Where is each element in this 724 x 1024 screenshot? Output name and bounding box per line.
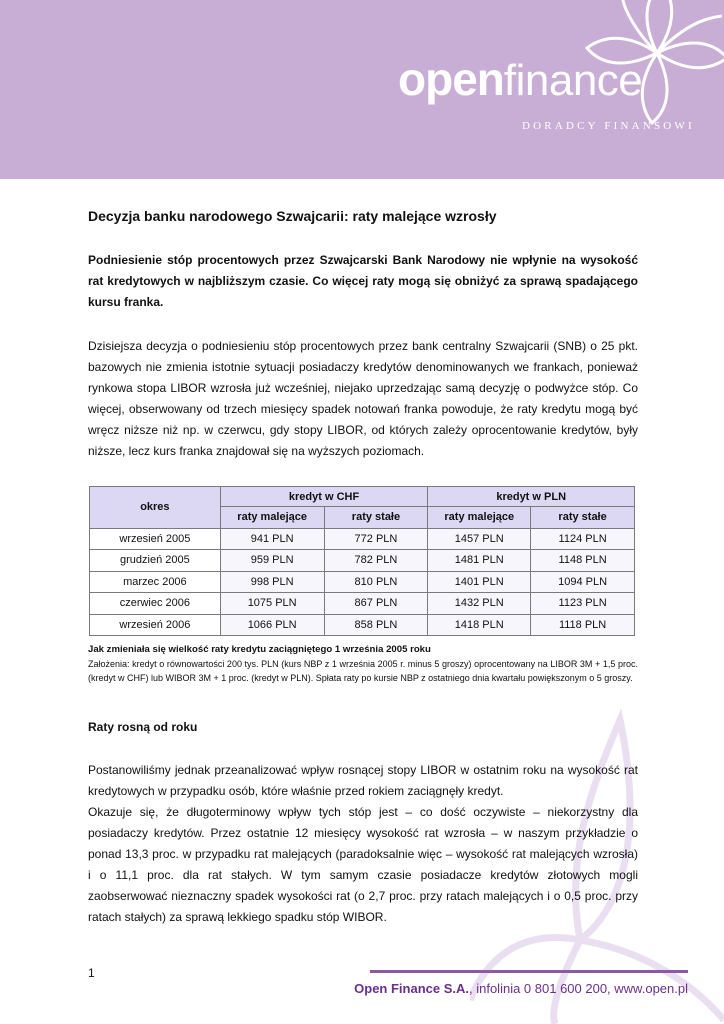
table-row [90,550,635,572]
period-cell: wrzesień 2005 [90,528,221,550]
chf-fixed-cell: 858 PLN [324,614,428,636]
chf-fixed-cell: 810 PLN [324,571,428,593]
page-title: Decyzja banku narodowego Szwajcarii: raty malejące wzrosły [88,208,497,224]
brand-tagline: DORADCY FINANSOWI [522,120,695,132]
group-header-chf: kredyt w CHF [220,487,428,507]
section-heading: Raty rosną od roku [88,720,198,734]
pln-fixed-cell: 1123 PLN [531,593,635,615]
rates-table [89,486,635,636]
table-row [90,528,635,550]
chf-decreasing-cell: 998 PLN [220,571,324,593]
table-assumptions: Założenia: kredyt o równowartości 200 tys. PLN (kurs NBP z 1 września 2005 r. minus 5 groszy) oprocentowany na LIBOR 3M + 1,5 proc. (kredyt w CHF) lub WIBOR 3M + 1 proc. (kredyt w PLN). Spłata raty po kursie NBP z ostatniego dnia kwartału powiększonym o 5 groszy. [88,659,638,683]
pln-fixed-cell: 1148 PLN [531,550,635,572]
page-number: 1 [88,966,95,980]
chf-decreasing-cell: 941 PLN [220,528,324,550]
period-cell: marzec 2006 [90,571,221,593]
header-band [0,0,724,179]
pln-decreasing-cell: 1401 PLN [428,571,531,593]
table-header-row [90,487,635,507]
chf-fixed-cell: 782 PLN [324,550,428,572]
period-cell: wrzesień 2006 [90,614,221,636]
table-caption: Jak zmieniała się wielkość raty kredytu zaciągniętego 1 września 2005 roku [88,644,431,655]
chf-fixed-cell: 867 PLN [324,593,428,615]
logo-finance-text: finance [503,56,643,105]
table-row [90,593,635,615]
pln-fixed-cell: 1124 PLN [531,528,635,550]
body-paragraph-1: Dzisiejsza decyzja o podniesieniu stóp procentowych przez bank centralny Szwajcarii (SNB) o 25 pkt. bazowych nie zmienia istotnie sytuacji posiadaczy kredytów denominowanych we frankach, ponieważ rynkowa stopa LIBOR wzrosła już wcześniej, niejako uprzedzając samą decyzję o podwyżce stóp. Co więcej, obserwowany od trzech miesięcy spadek notowań franka powoduje, że raty kredytu mogą być wręcz niższe niż np. w czerwcu, gdy stopy LIBOR, od których zależy oprocentowanie kredytów, były niższe, lecz kurs franka znajdował się na wyższych poziomach. [88,339,638,458]
subheader-pln-decreasing: raty malejące [428,507,531,529]
period-header: okres [90,487,221,529]
chf-decreasing-cell: 1075 PLN [220,593,324,615]
pln-decreasing-cell: 1481 PLN [428,550,531,572]
period-cell: grudzień 2005 [90,550,221,572]
chf-decreasing-cell: 959 PLN [220,550,324,572]
table-row [90,614,635,636]
subheader-chf-decreasing: raty malejące [220,507,324,529]
body-paragraph-3: Okazuje się, że długoterminowy wpływ tych stóp jest – co dość oczywiste – niekorzystny dla posiadaczy kredytów. Przez ostatnie 12 miesięcy wysokość rat wzrosła – w naszym przykładzie o ponad 13,3 proc. w przypadku rat malejących (paradoksalnie więc – wysokość rat malejących wzrosła) i o 11,1 proc. dla rat stałych. W tym samym czasie posiadacze kredytów złotowych mogli zaobserwować nieznaczny spadek wysokości rat (o 2,7 proc. przy ratach malejących i o 0,5 proc. przy ratach stałych) za sprawą lekkiego spadku stóp WIBOR. [88,805,638,924]
period-cell: czerwiec 2006 [90,593,221,615]
lead-paragraph: Podniesienie stóp procentowych przez Szwajcarski Bank Narodowy nie wpłynie na wysokość rat kredytowych w najbliższym czasie. Co więcej raty mogą się obniżyć za sprawą spadającego kursu franka. [88,253,638,309]
pln-fixed-cell: 1118 PLN [531,614,635,636]
body-paragraph-2: Postanowiliśmy jednak przeanalizować wpływ rosnącej stopy LIBOR w ostatnim roku na wysokość rat kredytowych w przypadku osób, które właśnie przed rokiem zaciągnęły kredyt. [88,763,638,798]
group-header-pln: kredyt w PLN [428,487,635,507]
table-row [90,571,635,593]
footer-contact-details: , infolinia 0 801 600 200, www.open.pl [469,981,688,996]
pln-decreasing-cell: 1432 PLN [428,593,531,615]
footer-company: Open Finance S.A. [354,981,469,996]
subheader-pln-fixed: raty stałe [531,507,635,529]
chf-decreasing-cell: 1066 PLN [220,614,324,636]
footer-divider [370,970,688,973]
subheader-chf-fixed: raty stałe [324,507,428,529]
section-body [88,760,638,928]
pln-fixed-cell: 1094 PLN [531,571,635,593]
footer-contact [354,981,688,996]
chf-fixed-cell: 772 PLN [324,528,428,550]
brand-logo [398,53,643,105]
pln-decreasing-cell: 1418 PLN [428,614,531,636]
logo-open-text: open [398,53,504,105]
pln-decreasing-cell: 1457 PLN [428,528,531,550]
